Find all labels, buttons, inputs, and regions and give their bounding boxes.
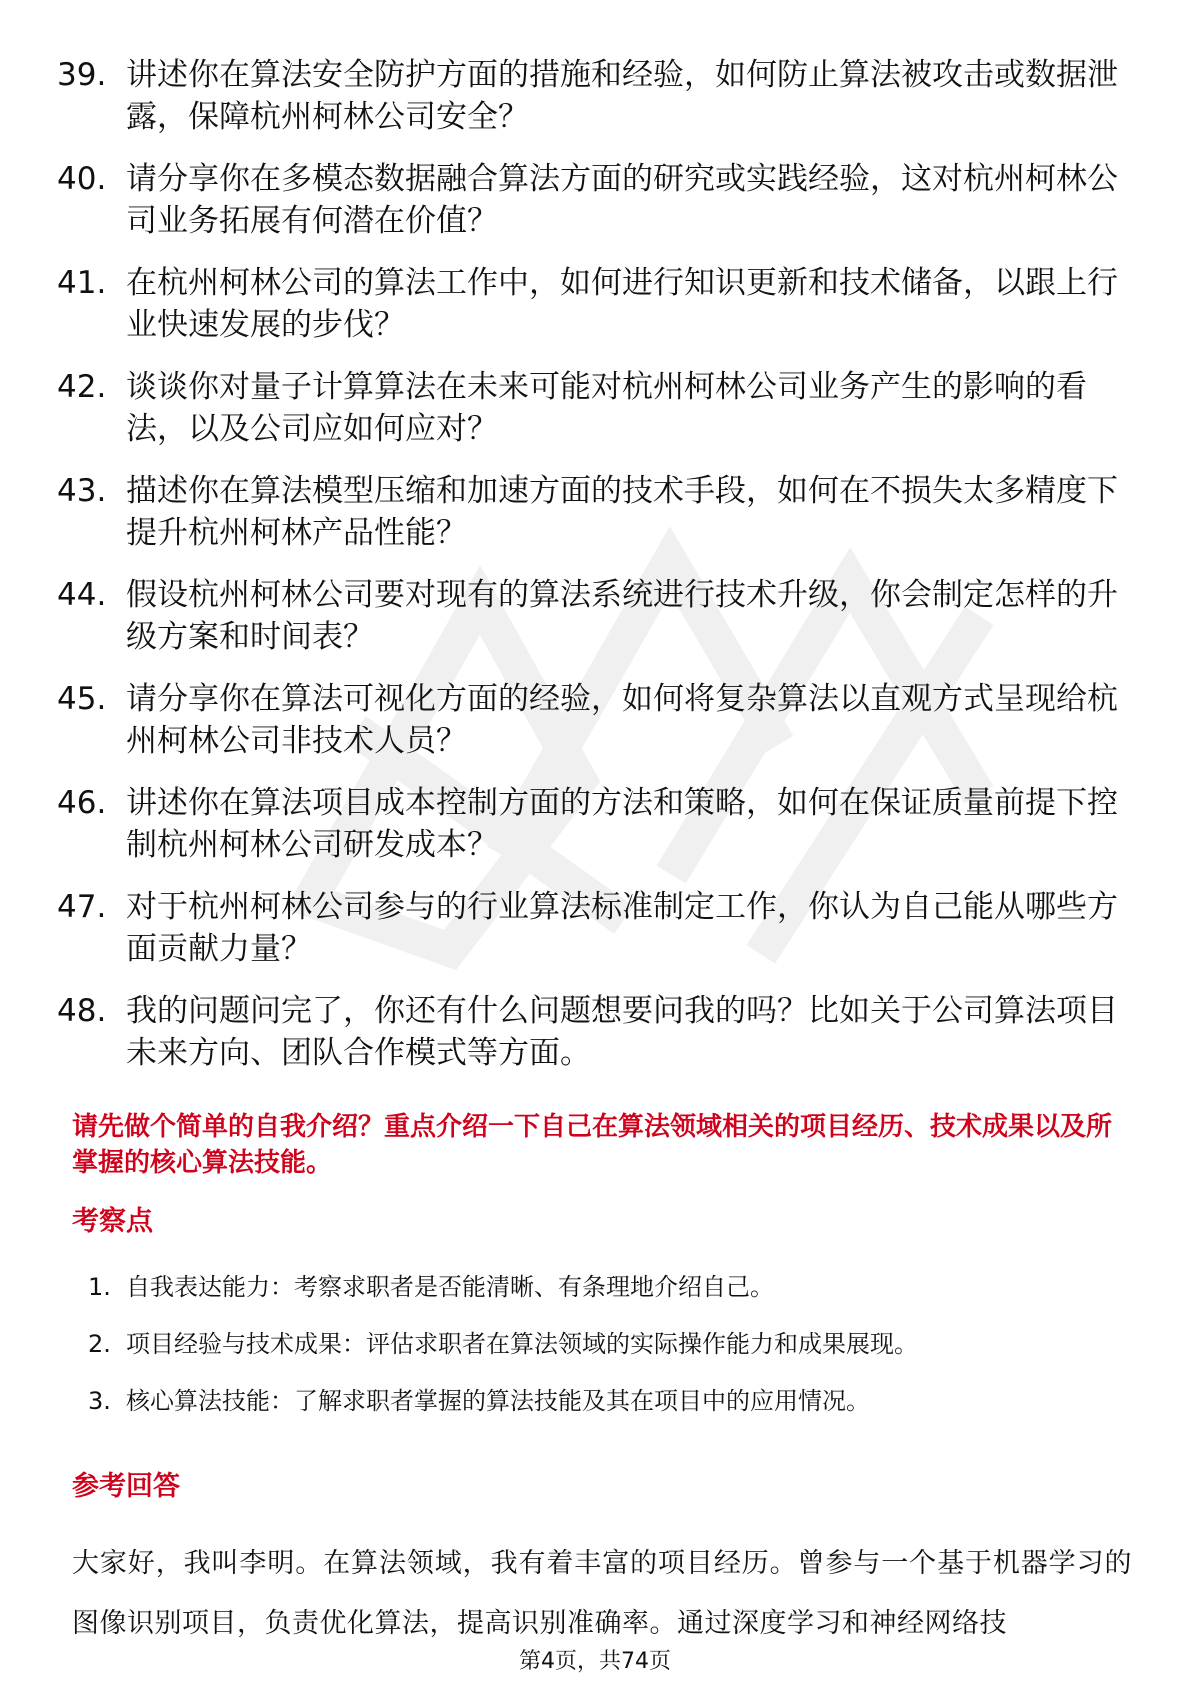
question-text: 在杭州柯林公司的算法工作中，如何进行知识更新和技术储备，以跟上行业快速发展的步伐？ bbox=[126, 265, 1118, 343]
question-number: 48. bbox=[57, 993, 107, 1029]
page-number: 第4页，共74页 bbox=[519, 1649, 671, 1674]
question-text: 请分享你在算法可视化方面的经验，如何将复杂算法以直观方式呈现给杭州柯林公司非技术人员？ bbox=[126, 681, 1118, 759]
question-text: 请分享你在多模态数据融合算法方面的研究或实践经验，这对杭州柯林公司业务拓展有何潜在价值？ bbox=[126, 161, 1118, 239]
question-text: 讲述你在算法项目成本控制方面的方法和策略，如何在保证质量前提下控制杭州柯林公司研发成本？ bbox=[126, 785, 1118, 863]
question-text: 描述你在算法模型压缩和加速方面的技术手段，如何在不损失太多精度下提升杭州柯林产品性能？ bbox=[126, 473, 1118, 551]
question-number: 46. bbox=[57, 785, 107, 821]
question-number: 41. bbox=[57, 265, 107, 301]
examination-point bbox=[0, 1384, 1190, 1441]
question-item bbox=[0, 886, 1190, 990]
question-text: 谈谈你对量子计算算法在未来可能对杭州柯林公司业务产生的影响的看法，以及公司应如何应对？ bbox=[126, 369, 1087, 447]
point-number: 2. bbox=[88, 1330, 111, 1358]
intro-question: 请先做个简单的自我介绍？重点介绍一下自己在算法领域相关的项目经历、技术成果以及所掌握的核心算法技能。 bbox=[72, 1112, 1113, 1178]
question-number: 40. bbox=[57, 161, 107, 197]
question-item bbox=[0, 574, 1190, 678]
question-item bbox=[0, 782, 1190, 886]
reference-title: 参考回答 bbox=[72, 1471, 180, 1502]
question-number: 42. bbox=[57, 369, 107, 405]
question-text: 假设杭州柯林公司要对现有的算法系统进行技术升级，你会制定怎样的升级方案和时间表？ bbox=[126, 577, 1118, 655]
question-item bbox=[0, 678, 1190, 782]
question-item bbox=[0, 366, 1190, 470]
question-item bbox=[0, 158, 1190, 262]
question-list bbox=[0, 54, 1190, 1094]
question-item bbox=[0, 54, 1190, 158]
question-number: 44. bbox=[57, 577, 107, 613]
examination-point bbox=[0, 1327, 1190, 1384]
question-number: 45. bbox=[57, 681, 107, 717]
point-number: 3. bbox=[88, 1387, 111, 1415]
question-number: 39. bbox=[57, 57, 107, 93]
examination-title: 考察点 bbox=[72, 1206, 153, 1237]
point-text: 自我表达能力：考察求职者是否能清晰、有条理地介绍自己。 bbox=[126, 1273, 774, 1301]
question-item bbox=[0, 990, 1190, 1094]
reference-answer: 大家好，我叫李明。在算法领域，我有着丰富的项目经历。曾参与一个基于机器学习的图像识别项目，负责优化算法，提高识别准确率。通过深度学习和神经网络技 bbox=[72, 1548, 1132, 1639]
question-text: 我的问题问完了，你还有什么问题想要问我的吗？比如关于公司算法项目未来方向、团队合作模式等方面。 bbox=[126, 993, 1118, 1071]
question-item bbox=[0, 470, 1190, 574]
point-text: 项目经验与技术成果：评估求职者在算法领域的实际操作能力和成果展现。 bbox=[126, 1330, 918, 1358]
question-text: 对于杭州柯林公司参与的行业算法标准制定工作，你认为自己能从哪些方面贡献力量？ bbox=[126, 889, 1118, 967]
examination-points bbox=[0, 1270, 1190, 1441]
examination-point bbox=[0, 1270, 1190, 1327]
point-number: 1. bbox=[88, 1273, 111, 1301]
question-number: 43. bbox=[57, 473, 107, 509]
question-text: 讲述你在算法安全防护方面的措施和经验，如何防止算法被攻击或数据泄露，保障杭州柯林公司安全？ bbox=[126, 57, 1118, 135]
question-number: 47. bbox=[57, 889, 107, 925]
question-item bbox=[0, 262, 1190, 366]
point-text: 核心算法技能：了解求职者掌握的算法技能及其在项目中的应用情况。 bbox=[126, 1387, 870, 1415]
